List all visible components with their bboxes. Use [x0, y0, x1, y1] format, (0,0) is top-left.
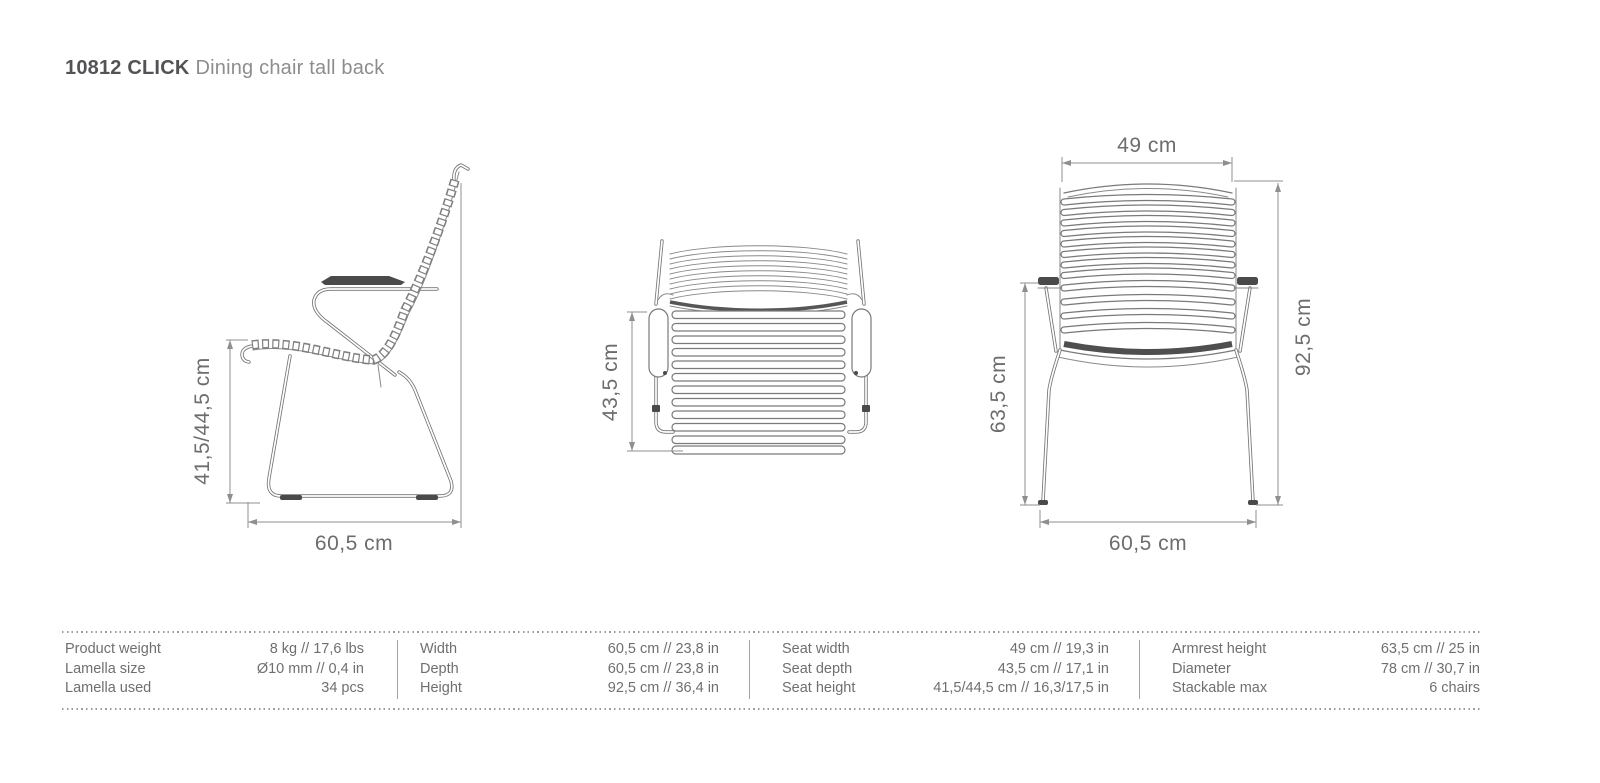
- front-view-drawing: [980, 130, 1325, 560]
- spec-value: 43,5 cm // 17,1 in: [997, 660, 1109, 677]
- spec-column-seat: [750, 640, 1139, 699]
- foot-glide: [652, 405, 660, 412]
- back-frame-line: [253, 172, 459, 364]
- spec-label: Diameter: [1172, 660, 1231, 677]
- armrest-pad: [1237, 277, 1258, 285]
- spec-value: 8 kg // 17,6 lbs: [269, 641, 364, 657]
- spec-label: Lamella size: [65, 660, 146, 677]
- spec-row: [65, 660, 364, 680]
- spec-value: 49 cm // 19,3 in: [1009, 641, 1109, 657]
- seat-slats: [672, 311, 845, 454]
- foot-glide: [280, 495, 302, 500]
- spec-label: Product weight: [65, 641, 161, 657]
- seat-support-stub: [378, 365, 381, 387]
- product-code: 10812 CLICK: [65, 57, 190, 79]
- spec-row: [65, 640, 364, 660]
- dimension-armrest-height: [987, 283, 1040, 505]
- top-view-drawing: [575, 205, 885, 475]
- spec-row: [782, 660, 1109, 680]
- spec-value: 6 chairs: [1429, 680, 1480, 696]
- dimension-seat-width: [1062, 134, 1232, 182]
- spec-value: 34 pcs: [321, 680, 364, 696]
- product-name: Dining chair tall back: [195, 57, 385, 79]
- spec-row: [420, 640, 719, 660]
- armrest-pad: [1038, 277, 1059, 285]
- spec-column-general: [62, 640, 397, 699]
- side-view-drawing: [190, 150, 480, 560]
- width-label: 60,5 cm: [1108, 532, 1188, 555]
- legs: [1043, 288, 1253, 501]
- spec-value: Ø10 mm // 0,4 in: [256, 660, 364, 677]
- spec-row: [420, 679, 719, 699]
- spec-row: [1172, 660, 1480, 680]
- spec-label: Stackable max: [1172, 680, 1268, 696]
- depth-label: 60,5 cm: [314, 532, 394, 555]
- dimension-width: [1040, 510, 1256, 555]
- backrest-slats: [670, 246, 847, 315]
- spec-table: [62, 631, 1482, 710]
- spec-label: Armrest height: [1172, 641, 1267, 657]
- spec-value: 92,5 cm // 36,4 in: [607, 680, 719, 696]
- foot-glide: [416, 495, 438, 500]
- seat-depth-label: 43,5 cm: [599, 342, 622, 422]
- spec-row: [1172, 640, 1480, 660]
- seat-width-label: 49 cm: [1117, 134, 1177, 157]
- spec-column-other: [1140, 640, 1482, 699]
- spec-row: [65, 679, 364, 699]
- page-title: [65, 57, 384, 80]
- spec-value: 60,5 cm // 23,8 in: [607, 641, 719, 657]
- spec-label: Depth: [420, 660, 459, 677]
- spec-label: Seat depth: [782, 660, 853, 677]
- spec-value: 63,5 cm // 25 in: [1380, 641, 1480, 657]
- spec-label: Lamella used: [65, 680, 152, 696]
- armrest-pad: [649, 309, 668, 377]
- spec-value: 41,5/44,5 cm // 16,3/17,5 in: [933, 680, 1109, 696]
- dotted-rule-bottom: [62, 708, 1482, 710]
- spec-row: [420, 660, 719, 680]
- seat-height-label: 41,5/44,5 cm: [191, 357, 214, 485]
- spec-label: Width: [420, 641, 458, 657]
- foot-glide: [1248, 500, 1258, 505]
- spec-row: [1172, 679, 1480, 699]
- armrest-pad: [852, 309, 871, 377]
- spec-row: [782, 640, 1109, 660]
- spec-label: Seat width: [782, 641, 850, 657]
- spec-label: Height: [420, 680, 462, 696]
- seat-edge: [1064, 344, 1232, 352]
- foot-glide: [1038, 500, 1048, 505]
- foot-glide: [862, 405, 870, 412]
- spec-value: 60,5 cm // 23,8 in: [607, 660, 719, 677]
- armrest-pad: [321, 276, 405, 285]
- dimension-total-height: [1234, 181, 1315, 505]
- spec-value: 78 cm // 30,7 in: [1380, 660, 1480, 677]
- dimension-seat-height: [191, 340, 260, 503]
- spec-column-dimensions: [398, 640, 749, 699]
- spec-label: Seat height: [782, 680, 856, 696]
- dimension-seat-depth: [599, 312, 683, 451]
- spec-row: [782, 679, 1109, 699]
- total-height-label: 92,5 cm: [1292, 297, 1315, 377]
- armrest-height-label: 63,5 cm: [987, 354, 1010, 434]
